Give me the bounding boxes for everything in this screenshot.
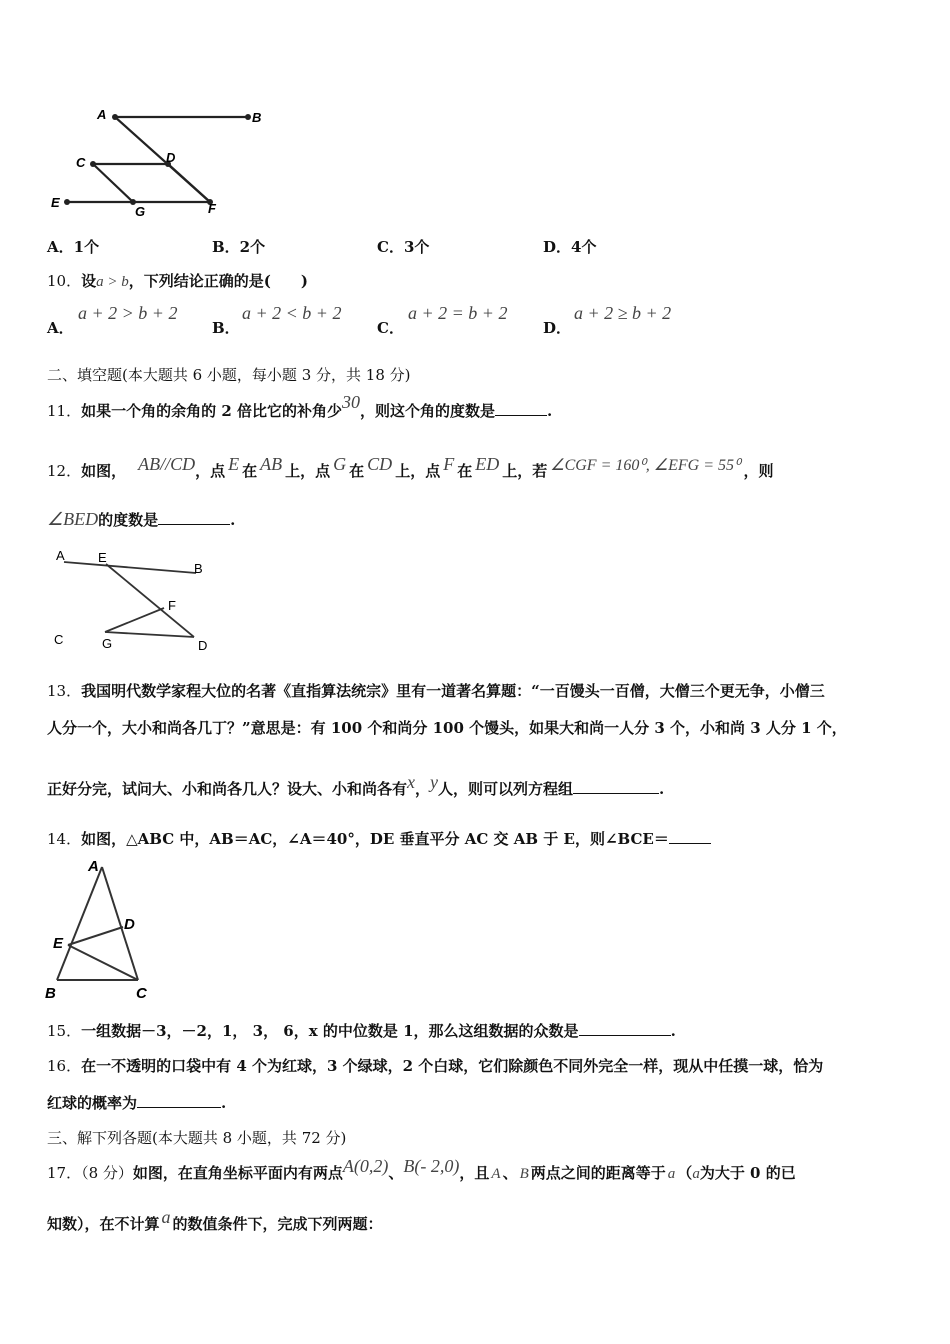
q10-option-a-letter: A． <box>47 319 74 337</box>
q17-math-a-value: a <box>667 1166 676 1182</box>
label-D: D <box>124 916 135 933</box>
q13-comma: ， <box>415 780 431 798</box>
q15-number: 15． <box>47 1022 82 1040</box>
q17-math-a-value-2: a <box>692 1166 700 1182</box>
q11-end: . <box>547 402 553 420</box>
question-13-line-2: 人分一个，大小和尚各几丁？”意思是：有 100 个和尚分 100 个馒头，如果大和尚一人分 3 个，小和尚 3 人分 1 个， <box>47 719 847 737</box>
q12-text-4: 上，点 <box>285 462 331 480</box>
q17-line-2-text-a: 知数），在不计算 <box>47 1215 160 1233</box>
label-E: E <box>51 195 60 210</box>
q12-text-5: 在 <box>349 462 365 480</box>
q17-math-a: A <box>491 1166 501 1182</box>
q11-text-b: ，则这个角的度数是 <box>359 402 495 420</box>
q12-math-6: F <box>443 454 455 474</box>
label-A: A <box>97 107 107 122</box>
section-2-heading: 二、填空题(本大题共 6 小题，每小题 3 分，共 18 分) <box>47 366 411 384</box>
label-G: G <box>102 636 113 651</box>
q10-option-c-expr: a + 2 = b + 2 <box>408 303 508 323</box>
q17-point-a: A(0,2) <box>342 1156 389 1176</box>
q12-text-6: 上，点 <box>395 462 441 480</box>
q17-text-1: 如图，在直角坐标平面内有两点 <box>132 1164 343 1182</box>
q12-math-9: ∠BED <box>47 509 99 529</box>
q10-option-a-expr: a + 2 > b + 2 <box>78 303 178 323</box>
q12-math-7: ED <box>475 454 500 474</box>
question-12-line-2 <box>47 509 235 530</box>
question-16-line-2 <box>47 1092 226 1113</box>
label-G: G <box>135 204 146 219</box>
q13-answer-blank[interactable] <box>573 793 659 794</box>
section-3-heading: 三、解下列各题(本大题共 8 小题，共 72 分) <box>47 1129 347 1147</box>
q12-math-5: CD <box>367 454 393 474</box>
q12-text-3: 在 <box>242 462 258 480</box>
q16-number: 16． <box>47 1057 82 1075</box>
q13-math-x: x <box>407 772 416 792</box>
label-C: C <box>136 985 147 1002</box>
label-F: F <box>168 598 176 613</box>
label-C: C <box>76 155 86 170</box>
question-13-line-1 <box>47 680 825 701</box>
question-17-line-1 <box>47 1156 796 1183</box>
label-B: B <box>252 110 262 125</box>
q12-math-1: AB//CD <box>138 454 196 474</box>
q11-answer-blank[interactable] <box>495 415 547 416</box>
q17-line-2-text-b: 的数值条件下，完成下列两题： <box>172 1215 383 1233</box>
figure-q9 <box>40 100 280 225</box>
q16-line-1-text: 在一不透明的口袋中有 4 个为红球，3 个绿球，2 个白球，它们除颜色不同外完全一样，现从中任摸一球，恰为 <box>81 1057 824 1075</box>
q12-text-7: 在 <box>457 462 473 480</box>
question-11 <box>47 392 553 421</box>
q16-end: . <box>221 1094 227 1112</box>
q13-line-1-text: 我国明代数学家程大位的名著《直指算法统宗》里有一道著名算题：“一百馒头一百僧，大僧三个更无争，小僧三 <box>81 682 825 700</box>
q12-text-2: ，点 <box>195 462 226 480</box>
q12-math-3: AB <box>260 454 283 474</box>
q17-number: 17． <box>47 1164 82 1182</box>
question-16-line-1 <box>47 1055 823 1076</box>
q10-suffix: ，下列结论正确的是( ) <box>128 272 308 290</box>
q17-text-5: 为大于 0 的已 <box>699 1164 796 1182</box>
label-A: A <box>56 548 65 563</box>
figure-q12 <box>48 542 218 654</box>
q15-end: . <box>670 1022 676 1040</box>
q10-option-d-expr: a + 2 ≥ b + 2 <box>574 303 672 323</box>
q16-answer-blank[interactable] <box>137 1107 221 1108</box>
q17-sep: 、 <box>388 1164 404 1182</box>
label-E: E <box>53 935 64 952</box>
q13-math-y: y <box>430 772 439 792</box>
q12-math-8: ∠CGF = 160⁰, ∠EFG = 55⁰ <box>550 457 741 474</box>
q11-number: 11． <box>47 402 82 420</box>
q14-text: 如图，△ABC 中，AB＝AC，∠A＝40°，DE 垂直平分 AC 交 AB 于 E，则∠BCE＝ <box>81 830 669 848</box>
q9-option-c: C．3个 <box>377 238 430 256</box>
q13-line-3-text-a: 正好分完，试问大、小和尚各几人？设大、小和尚各有 <box>47 780 408 798</box>
question-15 <box>47 1020 676 1041</box>
q17-sep-2: 、 <box>502 1164 518 1182</box>
q12-math-4: G <box>333 454 347 474</box>
q9-option-b: B．2个 <box>212 238 266 256</box>
q12-text-1: 如图， <box>81 462 127 480</box>
q15-answer-blank[interactable] <box>579 1035 671 1036</box>
q10-prefix: 设 <box>81 272 97 290</box>
question-13-line-3 <box>47 772 665 799</box>
label-B: B <box>194 561 203 576</box>
q17-math-a-value-3: a <box>161 1207 171 1227</box>
question-12 <box>47 454 774 481</box>
q10-option-b-expr: a + 2 < b + 2 <box>242 303 342 323</box>
label-F: F <box>208 201 216 216</box>
q13-line-3-text-b: 人，则可以列方程组 <box>438 780 574 798</box>
q17-text-2: ，且 <box>459 1164 490 1182</box>
q17-text-3: 两点之间的距离等于 <box>530 1164 666 1182</box>
q17-point-b: B(- 2,0) <box>403 1156 460 1176</box>
label-D: D <box>166 150 176 165</box>
label-E: E <box>98 550 107 565</box>
q11-text-a: 如果一个角的余角的 2 倍比它的补角少 <box>81 402 342 420</box>
q14-answer-blank[interactable] <box>669 843 711 844</box>
label-A: A <box>88 858 99 875</box>
label-D: D <box>198 638 208 653</box>
q12-text-10: 的度数是 <box>98 511 159 529</box>
q14-number: 14． <box>47 830 82 848</box>
q12-text-8: 上，若 <box>502 462 548 480</box>
q16-line-2-text: 红球的概率为 <box>47 1094 138 1112</box>
q17-score: （8 分） <box>81 1164 133 1182</box>
q9-option-d: D．4个 <box>543 238 597 256</box>
figure-q14 <box>40 855 170 1005</box>
label-B: B <box>45 985 56 1002</box>
q12-text-9: ，则 <box>743 462 774 480</box>
q10-number: 10． <box>47 272 82 290</box>
q12-end: . <box>230 511 236 529</box>
question-10 <box>47 270 308 291</box>
q13-number: 13． <box>47 682 82 700</box>
q10-option-b-letter: B． <box>212 319 240 337</box>
q10-option-d-letter: D． <box>543 319 572 337</box>
q12-answer-blank[interactable] <box>158 524 230 525</box>
q12-math-2: E <box>228 454 240 474</box>
label-C: C <box>54 632 64 647</box>
q11-value: 30 <box>341 392 360 412</box>
question-14 <box>47 828 711 849</box>
q12-number: 12． <box>47 462 82 480</box>
q17-math-b: B <box>519 1166 529 1182</box>
q15-text: 一组数据－3，－2，1， 3， 6，x 的中位数是 1，那么这组数据的众数是 <box>81 1022 579 1040</box>
q17-text-4: （ <box>677 1164 693 1182</box>
q13-end: . <box>659 780 665 798</box>
q10-option-c-letter: C． <box>377 319 404 337</box>
question-17-line-2 <box>47 1207 383 1234</box>
q10-condition: a > b <box>96 274 129 290</box>
q9-option-a: A．1个 <box>47 238 100 256</box>
